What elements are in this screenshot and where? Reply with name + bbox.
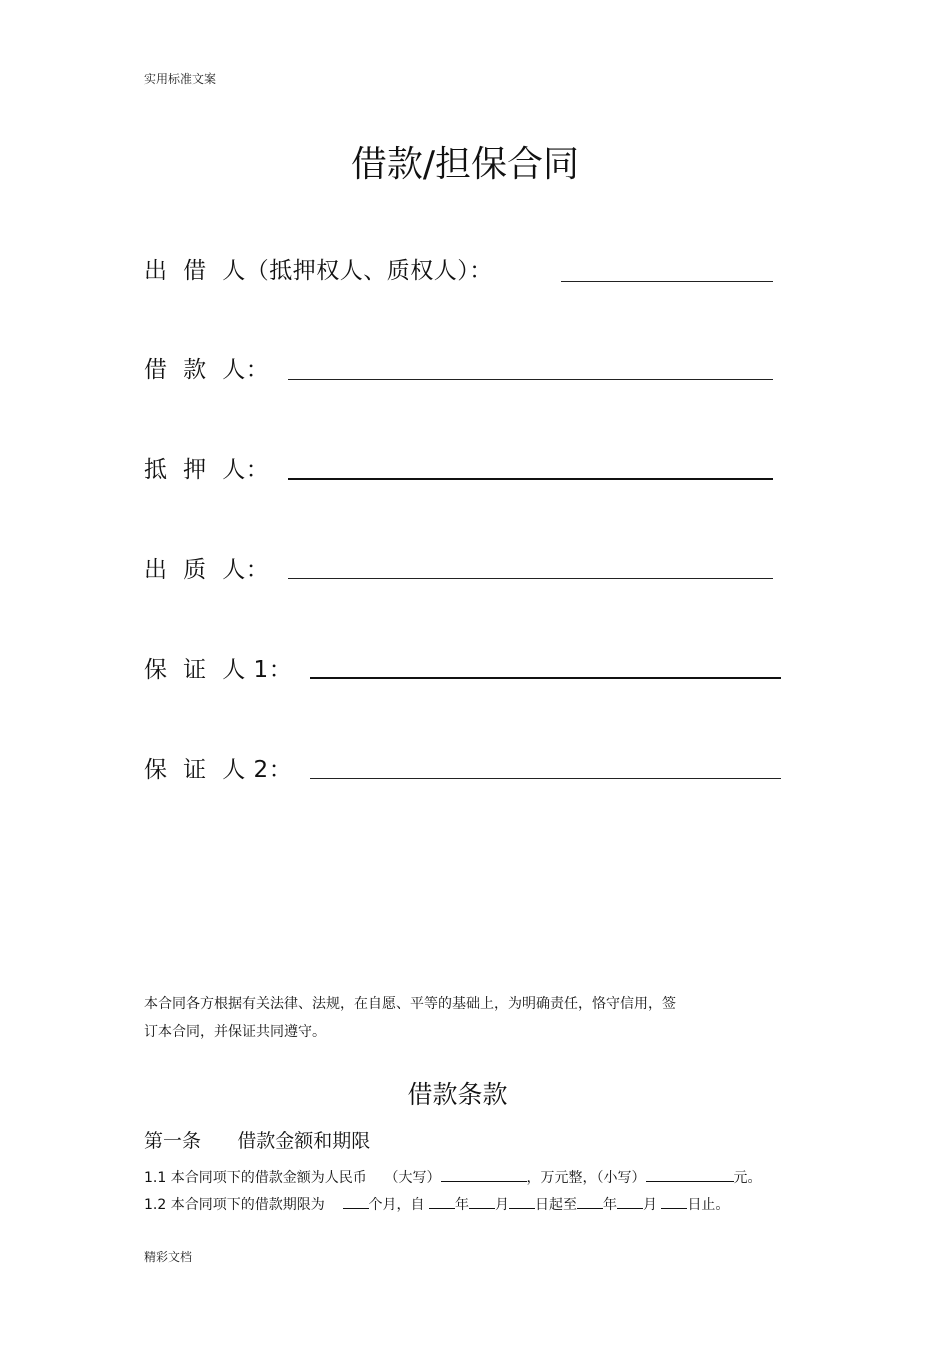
preamble-line-1: 本合同各方根据有关法律、法规，在自愿、平等的基础上，为明确责任，恪守信用，签	[144, 996, 676, 1012]
end-month-field[interactable]	[617, 1194, 643, 1209]
clause-1-1	[144, 1167, 762, 1187]
party-guarantor2-row	[144, 749, 292, 785]
article-1-title: 借款金额和期限	[237, 1130, 371, 1152]
party-borrower-label: 借 款 人：	[144, 356, 270, 383]
party-guarantor2-field[interactable]	[310, 778, 781, 779]
clause-1-1-daxie: （大写）	[384, 1170, 441, 1186]
party-mortgagor-field[interactable]	[288, 478, 773, 480]
party-guarantor1-field[interactable]	[310, 677, 781, 679]
preamble-paragraph	[144, 990, 784, 1046]
clause-1-2-month1: 月	[494, 1197, 509, 1213]
clause-1-2-year1: 年	[454, 1197, 469, 1213]
article-1-heading	[144, 1126, 370, 1153]
clause-1-2-from: 日起至	[534, 1197, 577, 1213]
party-guarantor1-label: 保 证 人 1：	[144, 656, 293, 683]
party-borrower-field[interactable]	[288, 379, 773, 380]
clause-1-2-prefix: 1.2 本合同项下的借款期限为	[144, 1197, 325, 1213]
party-guarantor2-label: 保 证 人 2：	[144, 756, 293, 783]
preamble-line-2: 订本合同，并保证共同遵守。	[144, 1024, 326, 1040]
party-guarantor1-row	[144, 649, 292, 685]
party-borrower-row	[144, 349, 269, 385]
start-day-field[interactable]	[509, 1194, 535, 1209]
clause-1-2-year2: 年	[602, 1197, 617, 1213]
start-year-field[interactable]	[429, 1194, 455, 1209]
start-month-field[interactable]	[469, 1194, 495, 1209]
clause-1-1-yuan: 元。	[733, 1170, 762, 1186]
clause-1-1-prefix: 1.1 本合同项下的借款金额为人民币	[144, 1170, 367, 1186]
document-title: 借款/担保合同	[350, 144, 580, 185]
end-year-field[interactable]	[577, 1194, 603, 1209]
clause-1-2-month2: 月	[642, 1197, 657, 1213]
clause-1-2	[144, 1194, 729, 1214]
party-lender-label: 出 借 人（抵押权人、质权人）：	[144, 257, 493, 284]
party-lender-field[interactable]	[561, 281, 773, 282]
section-title: 借款条款	[407, 1080, 508, 1109]
party-lender-row	[144, 250, 493, 286]
party-pledgor-row	[144, 549, 269, 585]
clause-1-2-months: 个月，自	[368, 1197, 425, 1213]
clause-1-1-wan: ，万元整，（小写）	[526, 1170, 646, 1186]
end-day-field[interactable]	[661, 1194, 687, 1209]
party-pledgor-field[interactable]	[288, 578, 773, 579]
page-footer: 精彩文档	[144, 1250, 193, 1264]
article-1-number: 第一条	[144, 1130, 202, 1152]
amount-words-field[interactable]	[441, 1167, 527, 1182]
party-mortgagor-label: 抵 押 人：	[144, 456, 270, 483]
amount-figures-field[interactable]	[646, 1167, 734, 1182]
clause-1-2-to: 日止。	[687, 1197, 730, 1213]
party-pledgor-label: 出 质 人：	[144, 556, 270, 583]
term-months-field[interactable]	[343, 1194, 369, 1209]
party-mortgagor-row	[144, 449, 269, 485]
page-header: 实用标准文案	[144, 72, 217, 86]
